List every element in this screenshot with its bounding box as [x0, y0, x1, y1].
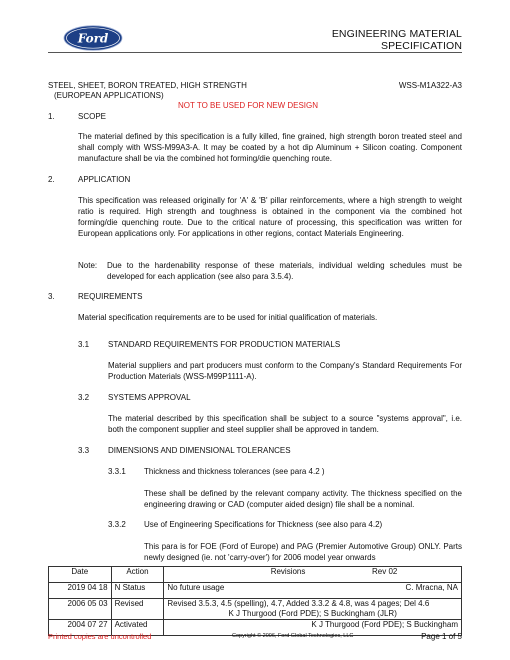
section-3-3-2-number: 3.3.2 — [108, 520, 126, 529]
section-3-2-text: The material described by this specification shall be subject to a source "systems approval", i.e. both the component supplier and steel supplier shall be approved in tandem. — [108, 414, 462, 434]
revision-table — [48, 566, 462, 636]
section-3-3-title: DIMENSIONS AND DIMENSIONAL TOLERANCES — [108, 446, 291, 455]
section-1-title: SCOPE — [78, 112, 107, 121]
section-3-text: Material specification requirements are to be used for initial qualification of materials. — [78, 313, 378, 322]
row-description — [164, 599, 462, 620]
section-3-3-1-text: These shall be defined by the relevant company activity. The thickness specified on the engineering drawing or CAD (computer aided design) file shall be a nominal. — [144, 489, 462, 509]
section-3-1-title: STANDARD REQUIREMENTS FOR PRODUCTION MATERIALS — [108, 340, 341, 349]
header-rev: Rev 02 — [308, 567, 461, 583]
section-3-3-number: 3.3 — [78, 446, 90, 455]
section-3-3-2-text: This para is for FOE (Ford of Europe) and PAG (Premier Automotive Group) ONLY. Parts newly designed (ie. not 'carry-over') for 2006 model year onwards — [144, 542, 462, 562]
section-1-number: 1. — [48, 112, 55, 121]
row-description: No future usage — [164, 583, 309, 599]
ford-logo-text: Ford — [77, 31, 109, 46]
section-3-2-title: SYSTEMS APPROVAL — [108, 393, 191, 402]
row-date: 2006 05 03 — [49, 599, 112, 620]
header-action: Action — [111, 567, 164, 583]
row-date: 2004 07 27 — [49, 620, 112, 636]
row-date: 2019 04 18 — [49, 583, 112, 599]
doc-title-line1: STEEL, SHEET, BORON TREATED, HIGH STRENGTH — [48, 81, 247, 90]
row-description-line2: K J Thurgood (Ford PDE); S Buckingham (JLR) — [228, 609, 397, 618]
section-3-number: 3. — [48, 292, 55, 301]
row-action: N Status — [111, 583, 164, 599]
header-date: Date — [49, 567, 112, 583]
printed-copies-note: Printed copies are uncontrolled — [48, 632, 152, 641]
section-3-title: REQUIREMENTS — [78, 292, 143, 301]
section-2-title: APPLICATION — [78, 175, 131, 184]
row-action: Revised — [111, 599, 164, 620]
doc-code: WSS-M1A322-A3 — [398, 81, 462, 90]
doc-title-line2: (EUROPEAN APPLICATIONS) — [54, 91, 164, 100]
table-row — [49, 599, 462, 620]
section-3-1-number: 3.1 — [78, 340, 90, 349]
section-3-3-1-title: Thickness and thickness tolerances (see para 4.2 ) — [144, 467, 325, 476]
section-3-1-text: Material suppliers and part producers must conform to the Company's Standard Requirements For Production Materials (WSS-M99P1111-A). — [108, 361, 462, 381]
section-2-text: This specification was released originally for 'A' & 'B' pillar reinforcements, where a high strength to weight ratio is required. High strength and toughness is obtained in the component via the combined hot forming/die quenching route. Due to the critical nature of processing, this specification was written for European applications only. For applications in other regions, contact Materials Engineering. — [78, 196, 462, 238]
section-2-number: 2. — [48, 175, 55, 184]
new-design-warning: NOT TO BE USED FOR NEW DESIGN — [178, 101, 319, 110]
row-author: C. Mracna, NA — [308, 583, 461, 599]
revision-table-header — [49, 567, 462, 583]
note-label: Note: — [78, 261, 98, 270]
table-row — [49, 583, 462, 599]
page-number: Page 1 of 5 — [421, 632, 462, 641]
spec-header-title: ENGINEERING MATERIAL SPECIFICATION — [331, 28, 462, 52]
section-3-3-2-title: Use of Engineering Specifications for Thickness (see also para 4.2) — [144, 520, 383, 529]
row-author: K J Thurgood (Ford PDE); S Buckingham — [308, 620, 461, 636]
section-3-3-1-number: 3.3.1 — [108, 467, 126, 476]
row-description-line1: Revised 3.5.3, 4.5 (spelling), 4.7, Added 3.3.2 & 4.8, was 4 pages; Del 4.6 — [167, 599, 430, 608]
ford-logo — [63, 25, 123, 51]
copyright: Copyright © 2006, Ford Global Technologies, LLC — [232, 633, 354, 639]
row-action: Activated — [111, 620, 164, 636]
note-text: Due to the hardenability response of these materials, individual welding schedules must be developed for each application (see also para 3.5.4). — [107, 261, 462, 281]
header-divider — [48, 52, 462, 53]
section-3-2-number: 3.2 — [78, 393, 90, 402]
section-1-text: The material defined by this specification is a fully killed, fine grained, high strength boron treated steel and shall comply with WSS-M99A3-A. It may be coated by a hot dip Aluminum + Silicon coating. Component manufacture shall be via the combined hot forming/die quenching route. — [78, 132, 462, 163]
header-revisions: Revisions — [164, 567, 309, 583]
